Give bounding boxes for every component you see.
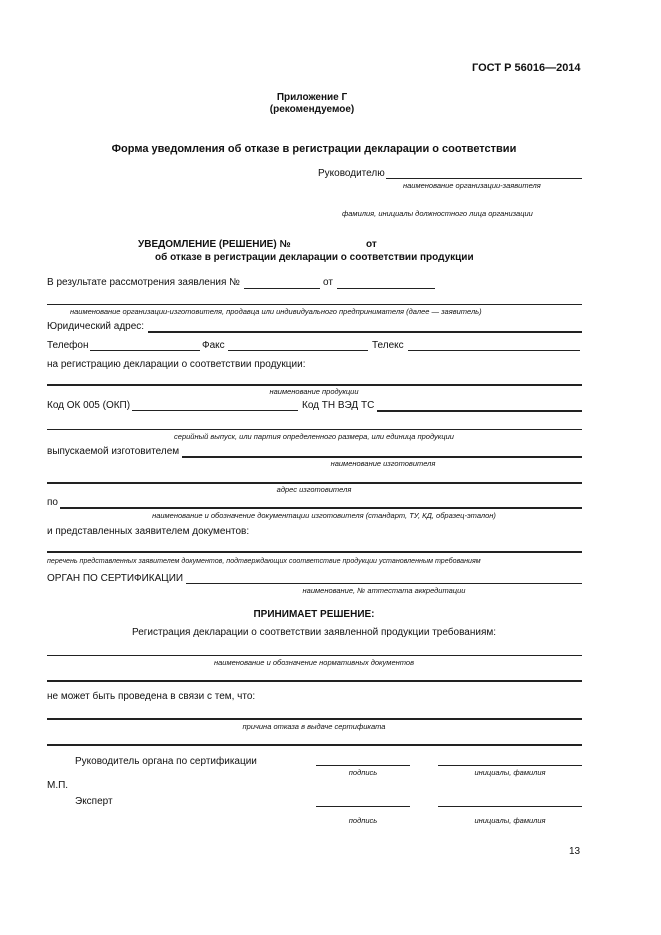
notice-from: от: [366, 239, 377, 250]
tnved-code-label: Код ТН ВЭД ТС: [302, 400, 375, 411]
documentation-caption: наименование и обозначение документации изготовителя (стандарт, ТУ, КД, образец-эталон): [152, 511, 496, 520]
cert-body-label: ОРГАН ПО СЕРТИФИКАЦИИ: [47, 573, 184, 584]
by-label: по: [47, 497, 58, 508]
reason-line-2[interactable]: [47, 744, 582, 746]
address-caption: адрес изготовителя: [276, 485, 352, 494]
documents-text: и представленных заявителем документов:: [47, 526, 250, 537]
decision-title: ПРИНИМАЕТ РЕШЕНИЕ:: [253, 609, 375, 620]
applicant-caption: наименование организации-изготовителя, продавца или индивидуального предпринимателя (далее — заявитель): [70, 307, 482, 316]
phone-field[interactable]: [90, 350, 200, 351]
expert-name-field[interactable]: [438, 806, 582, 807]
manufacturer-field[interactable]: [182, 456, 582, 458]
product-line[interactable]: [47, 384, 582, 386]
annex-subtitle: (рекомендуемое): [269, 104, 355, 115]
annex-title: Приложение Г: [276, 92, 348, 103]
head-name-field[interactable]: [438, 765, 582, 766]
reason-caption: причина отказа в выдаче сертификата: [242, 722, 386, 731]
serial-caption: серийный выпуск, или партия определенного размера, или единица продукции: [174, 432, 454, 441]
manufacturer-caption: наименование изготовителя: [330, 459, 436, 468]
fax-field[interactable]: [228, 350, 368, 351]
result-text: В результате рассмотрения заявления №: [47, 277, 240, 288]
norms-line-2[interactable]: [47, 680, 582, 682]
cert-body-caption: наименование, № аттестата аккредитации: [302, 586, 466, 595]
legal-address-label: Юридический адрес:: [47, 321, 145, 332]
tnved-code-field[interactable]: [377, 410, 582, 412]
telex-field[interactable]: [408, 350, 580, 351]
notice-title: УВЕДОМЛЕНИЕ (РЕШЕНИЕ) №: [138, 239, 291, 250]
decision-text: Регистрация декларации о соответствии заявленной продукции требованиям:: [131, 627, 497, 638]
registration-text: на регистрацию декларации о соответствии продукции:: [47, 359, 306, 370]
page-number: 13: [569, 846, 581, 857]
telex-label: Телекс: [372, 340, 404, 351]
head-signature-field[interactable]: [316, 765, 410, 766]
addressee-label: Руководителю: [318, 168, 385, 179]
expert-name-caption: инициалы, фамилия: [474, 816, 546, 825]
manufacturer-label: выпускаемой изготовителем: [47, 446, 180, 457]
notice-subtitle: об отказе в регистрации декларации о соответствии продукции: [155, 252, 474, 263]
okp-code-label: Код ОК 005 (ОКП): [47, 400, 131, 411]
product-caption: наименование продукции: [269, 387, 359, 396]
stamp-label: М.П.: [47, 780, 69, 791]
application-date-field[interactable]: [337, 288, 435, 289]
application-number-field[interactable]: [244, 288, 320, 289]
expert-signature-field[interactable]: [316, 806, 410, 807]
okp-code-field[interactable]: [132, 410, 298, 411]
head-signature-caption: подпись: [348, 768, 378, 777]
standard-number: ГОСТ Р 56016—2014: [472, 62, 581, 74]
cert-body-field[interactable]: [186, 583, 582, 584]
legal-address-field[interactable]: [148, 331, 582, 333]
documents-caption: перечень представленных заявителем документов, подтверждающих соответствие продукции установленным требованиям: [47, 557, 481, 565]
addressee-org-caption: наименование организации-заявителя: [403, 181, 541, 190]
documents-line[interactable]: [47, 551, 582, 553]
documentation-field[interactable]: [60, 507, 582, 509]
norms-caption: наименование и обозначение нормативных документов: [214, 658, 414, 667]
result-from: от: [323, 277, 333, 288]
addressee-org-line[interactable]: [386, 178, 582, 179]
expert-label: Эксперт: [75, 796, 113, 807]
addressee-person-caption: фамилия, инициалы должностного лица организации: [342, 209, 533, 218]
form-title: Форма уведомления об отказе в регистрации декларации о соответствии: [111, 143, 517, 155]
cannot-text: не может быть проведена в связи с тем, что:: [47, 691, 256, 702]
address-line[interactable]: [47, 482, 582, 484]
phone-label: Телефон: [47, 340, 89, 351]
serial-line[interactable]: [47, 429, 582, 430]
expert-signature-caption: подпись: [348, 816, 378, 825]
head-name-caption: инициалы, фамилия: [474, 768, 546, 777]
norms-line[interactable]: [47, 655, 582, 656]
head-label: Руководитель органа по сертификации: [75, 756, 257, 767]
applicant-line[interactable]: [47, 304, 582, 305]
reason-line[interactable]: [47, 718, 582, 720]
fax-label: Факс: [202, 340, 225, 351]
